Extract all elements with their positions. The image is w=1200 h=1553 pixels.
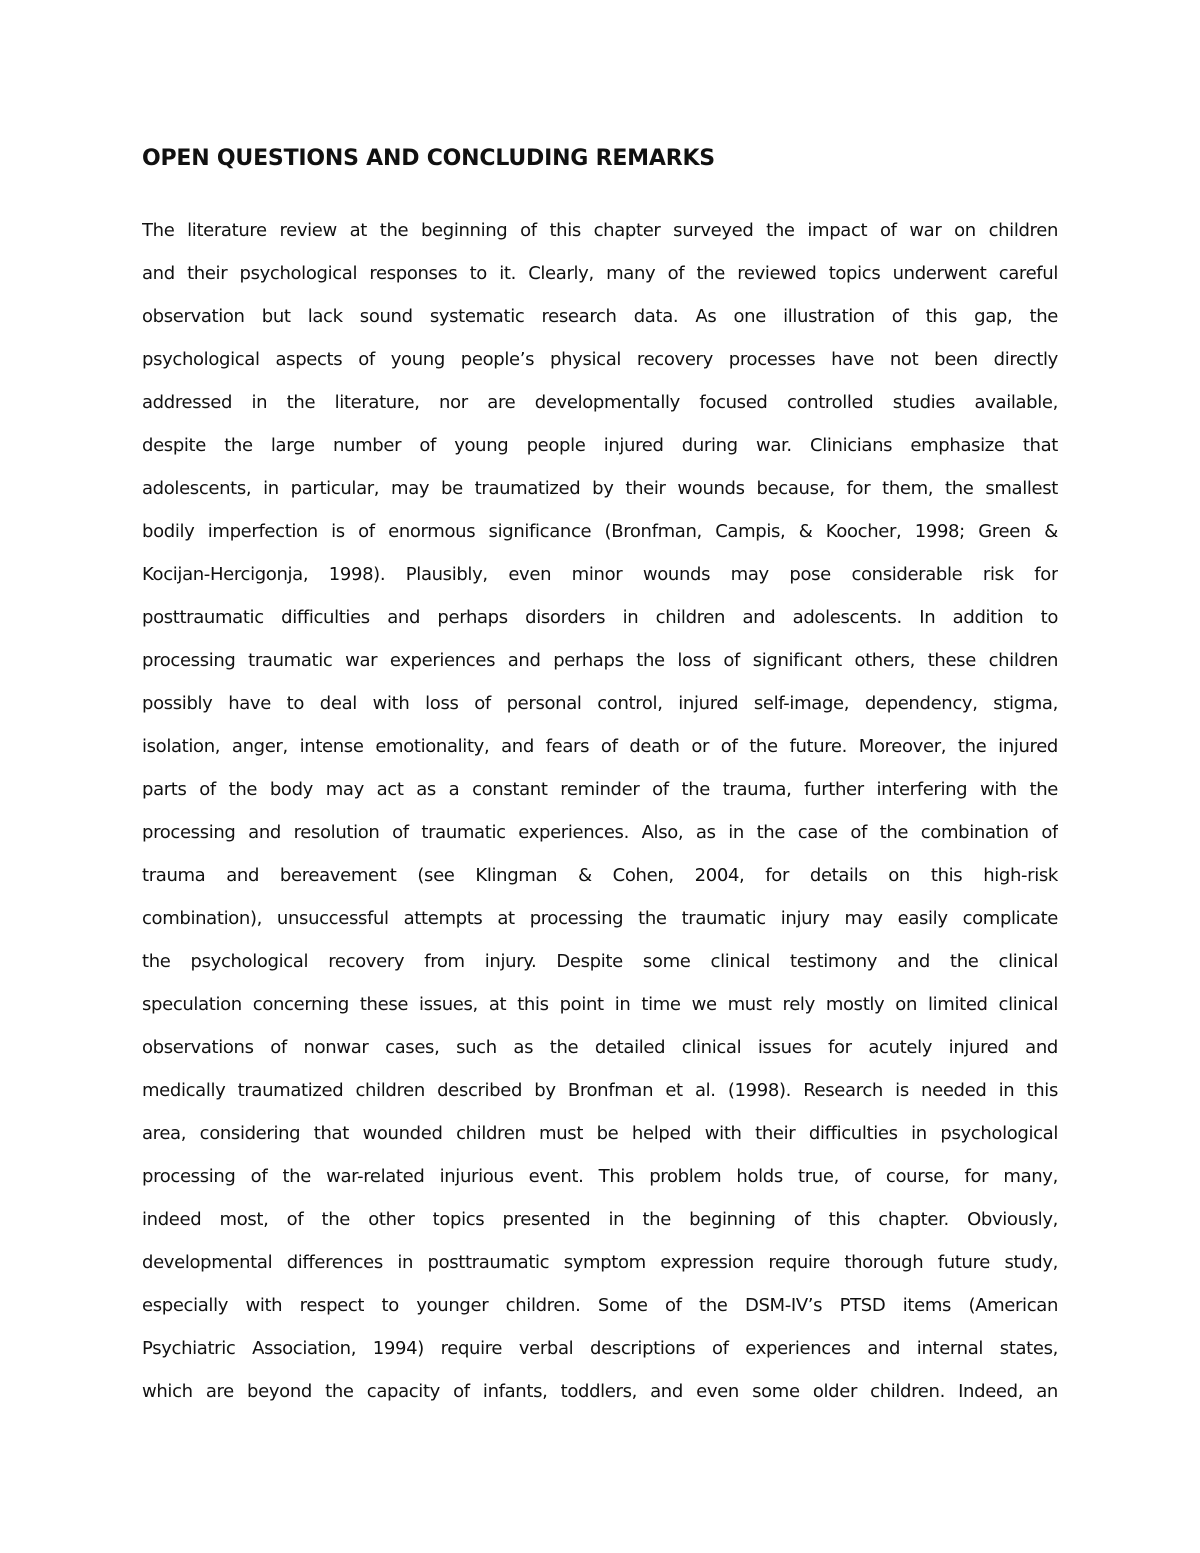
text-line: area, considering that wounded children must be helped with their difficulties in psychological [142, 1123, 1058, 1144]
text-line: despite the large number of young people injured during war. Clinicians emphasize that [142, 435, 1058, 456]
text-line: Kocijan-Hercigonja, 1998). Plausibly, even minor wounds may pose considerable risk for [142, 564, 1058, 585]
body-paragraph [142, 215, 1058, 1419]
text-line: processing and resolution of traumatic experiences. Also, as in the case of the combination of [142, 822, 1058, 843]
text-line: possibly have to deal with loss of personal control, injured self-image, dependency, stigma, [142, 693, 1058, 714]
text-line: adolescents, in particular, may be traumatized by their wounds because, for them, the smallest [142, 478, 1058, 499]
text-line: speculation concerning these issues, at this point in time we must rely mostly on limited clinical [142, 994, 1058, 1015]
text-line: psychological aspects of young people’s physical recovery processes have not been directly [142, 349, 1058, 370]
text-line: processing of the war-related injurious event. This problem holds true, of course, for many, [142, 1166, 1058, 1187]
text-line: The literature review at the beginning of this chapter surveyed the impact of war on children [142, 220, 1058, 241]
section-heading: OPEN QUESTIONS AND CONCLUDING REMARKS [142, 146, 715, 171]
text-line: indeed most, of the other topics presented in the beginning of this chapter. Obviously, [142, 1209, 1058, 1230]
text-line: observations of nonwar cases, such as the detailed clinical issues for acutely injured and [142, 1037, 1058, 1058]
text-line: developmental differences in posttraumatic symptom expression require thorough future study, [142, 1252, 1058, 1273]
text-line: and their psychological responses to it. Clearly, many of the reviewed topics underwent careful [142, 263, 1058, 284]
text-line: bodily imperfection is of enormous significance (Bronfman, Campis, & Koocher, 1998; Green & [142, 521, 1058, 542]
text-line: medically traumatized children described by Bronfman et al. (1998). Research is needed in this [142, 1080, 1058, 1101]
text-line: especially with respect to younger children. Some of the DSM-IV’s PTSD items (American [142, 1295, 1058, 1316]
text-line: isolation, anger, intense emotionality, and fears of death or of the future. Moreover, the injured [142, 736, 1058, 757]
text-line: addressed in the literature, nor are developmentally focused controlled studies available, [142, 392, 1058, 413]
text-line: parts of the body may act as a constant reminder of the trauma, further interfering with the [142, 779, 1058, 800]
text-line: combination), unsuccessful attempts at processing the traumatic injury may easily complicate [142, 908, 1058, 929]
text-line: Psychiatric Association, 1994) require verbal descriptions of experiences and internal states, [142, 1338, 1058, 1359]
text-line: the psychological recovery from injury. Despite some clinical testimony and the clinical [142, 951, 1058, 972]
text-line: observation but lack sound systematic research data. As one illustration of this gap, the [142, 306, 1058, 327]
text-line: posttraumatic difficulties and perhaps disorders in children and adolescents. In addition to [142, 607, 1058, 628]
text-line: which are beyond the capacity of infants, toddlers, and even some older children. Indeed, an [142, 1381, 1058, 1402]
text-line: processing traumatic war experiences and perhaps the loss of significant others, these children [142, 650, 1058, 671]
text-line: trauma and bereavement (see Klingman & Cohen, 2004, for details on this high-risk [142, 865, 1058, 886]
